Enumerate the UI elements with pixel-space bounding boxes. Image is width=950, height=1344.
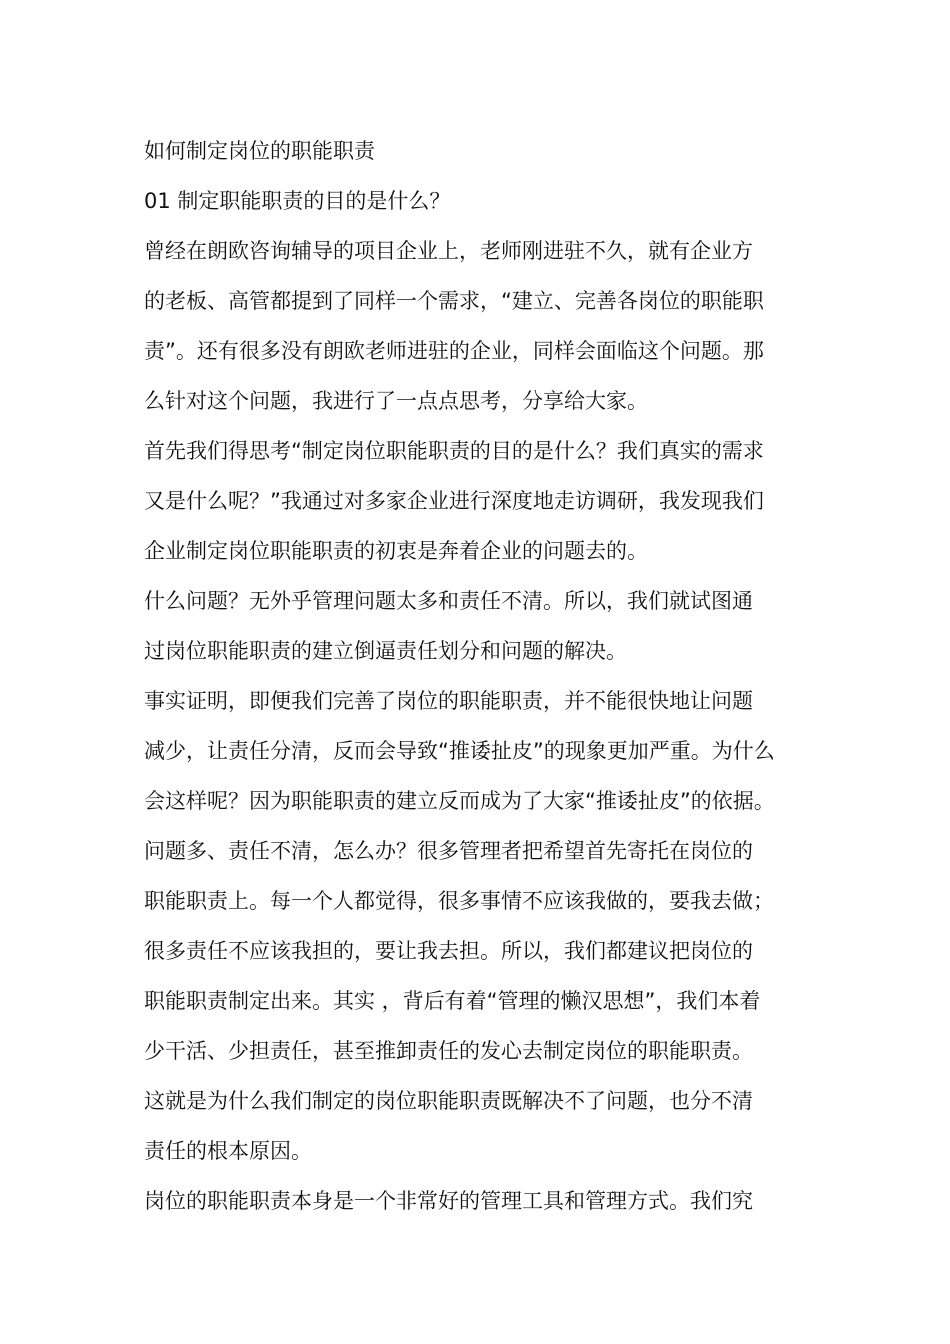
paragraph <box>144 576 834 676</box>
section-heading: 01 制定职能职责的目的是什么？ <box>144 189 451 213</box>
paragraph-line: 企业制定岗位职能职责的初衷是奔着企业的问题去的。 <box>144 539 648 563</box>
paragraph <box>144 226 834 426</box>
paragraph-line: 职能职责上。每一个人都觉得，很多事情不应该我做的，要我去做； <box>144 889 774 913</box>
document-title: 如何制定岗位的职能职责 <box>144 139 375 163</box>
paragraph-line: 责任的根本原因。 <box>144 1139 312 1163</box>
paragraph-line: 又是什么呢？”我通过对多家企业进行深度地走访调研，我发现我们 <box>144 489 764 513</box>
paragraph <box>144 676 834 826</box>
paragraph-line: 么针对这个问题，我进行了一点点思考，分享给大家。 <box>144 389 648 413</box>
paragraph-line: 什么问题？无外乎管理问题太多和责任不清。所以，我们就试图通 <box>144 589 753 613</box>
paragraph-line: 很多责任不应该我担的，要让我去担。所以，我们都建议把岗位的 <box>144 939 753 963</box>
paragraph-line: 事实证明，即便我们完善了岗位的职能职责，并不能很快地让问题 <box>144 689 753 713</box>
paragraph-line: 职能职责制定出来。其实 ，背后有着“管理的懒汉思想”，我们本着 <box>144 989 761 1013</box>
paragraph-line: 少干活、少担责任，甚至推卸责任的发心去制定岗位的职能职责。 <box>144 1039 753 1063</box>
paragraph-line: 这就是为什么我们制定的岗位职能职责既解决不了问题，也分不清 <box>144 1089 753 1113</box>
paragraph-line: 曾经在朗欧咨询辅导的项目企业上，老师刚进驻不久，就有企业方 <box>144 239 753 263</box>
paragraph <box>144 1176 834 1226</box>
paragraph <box>144 1076 834 1176</box>
document-body <box>144 126 834 1226</box>
paragraph <box>144 826 834 1076</box>
paragraph-line: 责”。还有很多没有朗欧老师进驻的企业，同样会面临这个问题。那 <box>144 339 764 363</box>
paragraph-line: 会这样呢？因为职能职责的建立反而成为了大家“推诿扯皮”的依据。 <box>144 789 775 813</box>
paragraph-line: 减少，让责任分清，反而会导致“推诿扯皮”的现象更加严重。为什么 <box>144 739 775 763</box>
paragraph <box>144 426 834 576</box>
paragraph-line: 首先我们得思考“制定岗位职能职责的目的是什么？我们真实的需求 <box>144 439 764 463</box>
paragraph-line: 问题多、责任不清，怎么办？很多管理者把希望首先寄托在岗位的 <box>144 839 753 863</box>
paragraph-line: 过岗位职能职责的建立倒逼责任划分和问题的解决。 <box>144 639 627 663</box>
paragraph-line: 岗位的职能职责本身是一个非常好的管理工具和管理方式。我们究 <box>144 1189 753 1213</box>
paragraph-line: 的老板、高管都提到了同样一个需求，“建立、完善各岗位的职能职 <box>144 289 764 313</box>
